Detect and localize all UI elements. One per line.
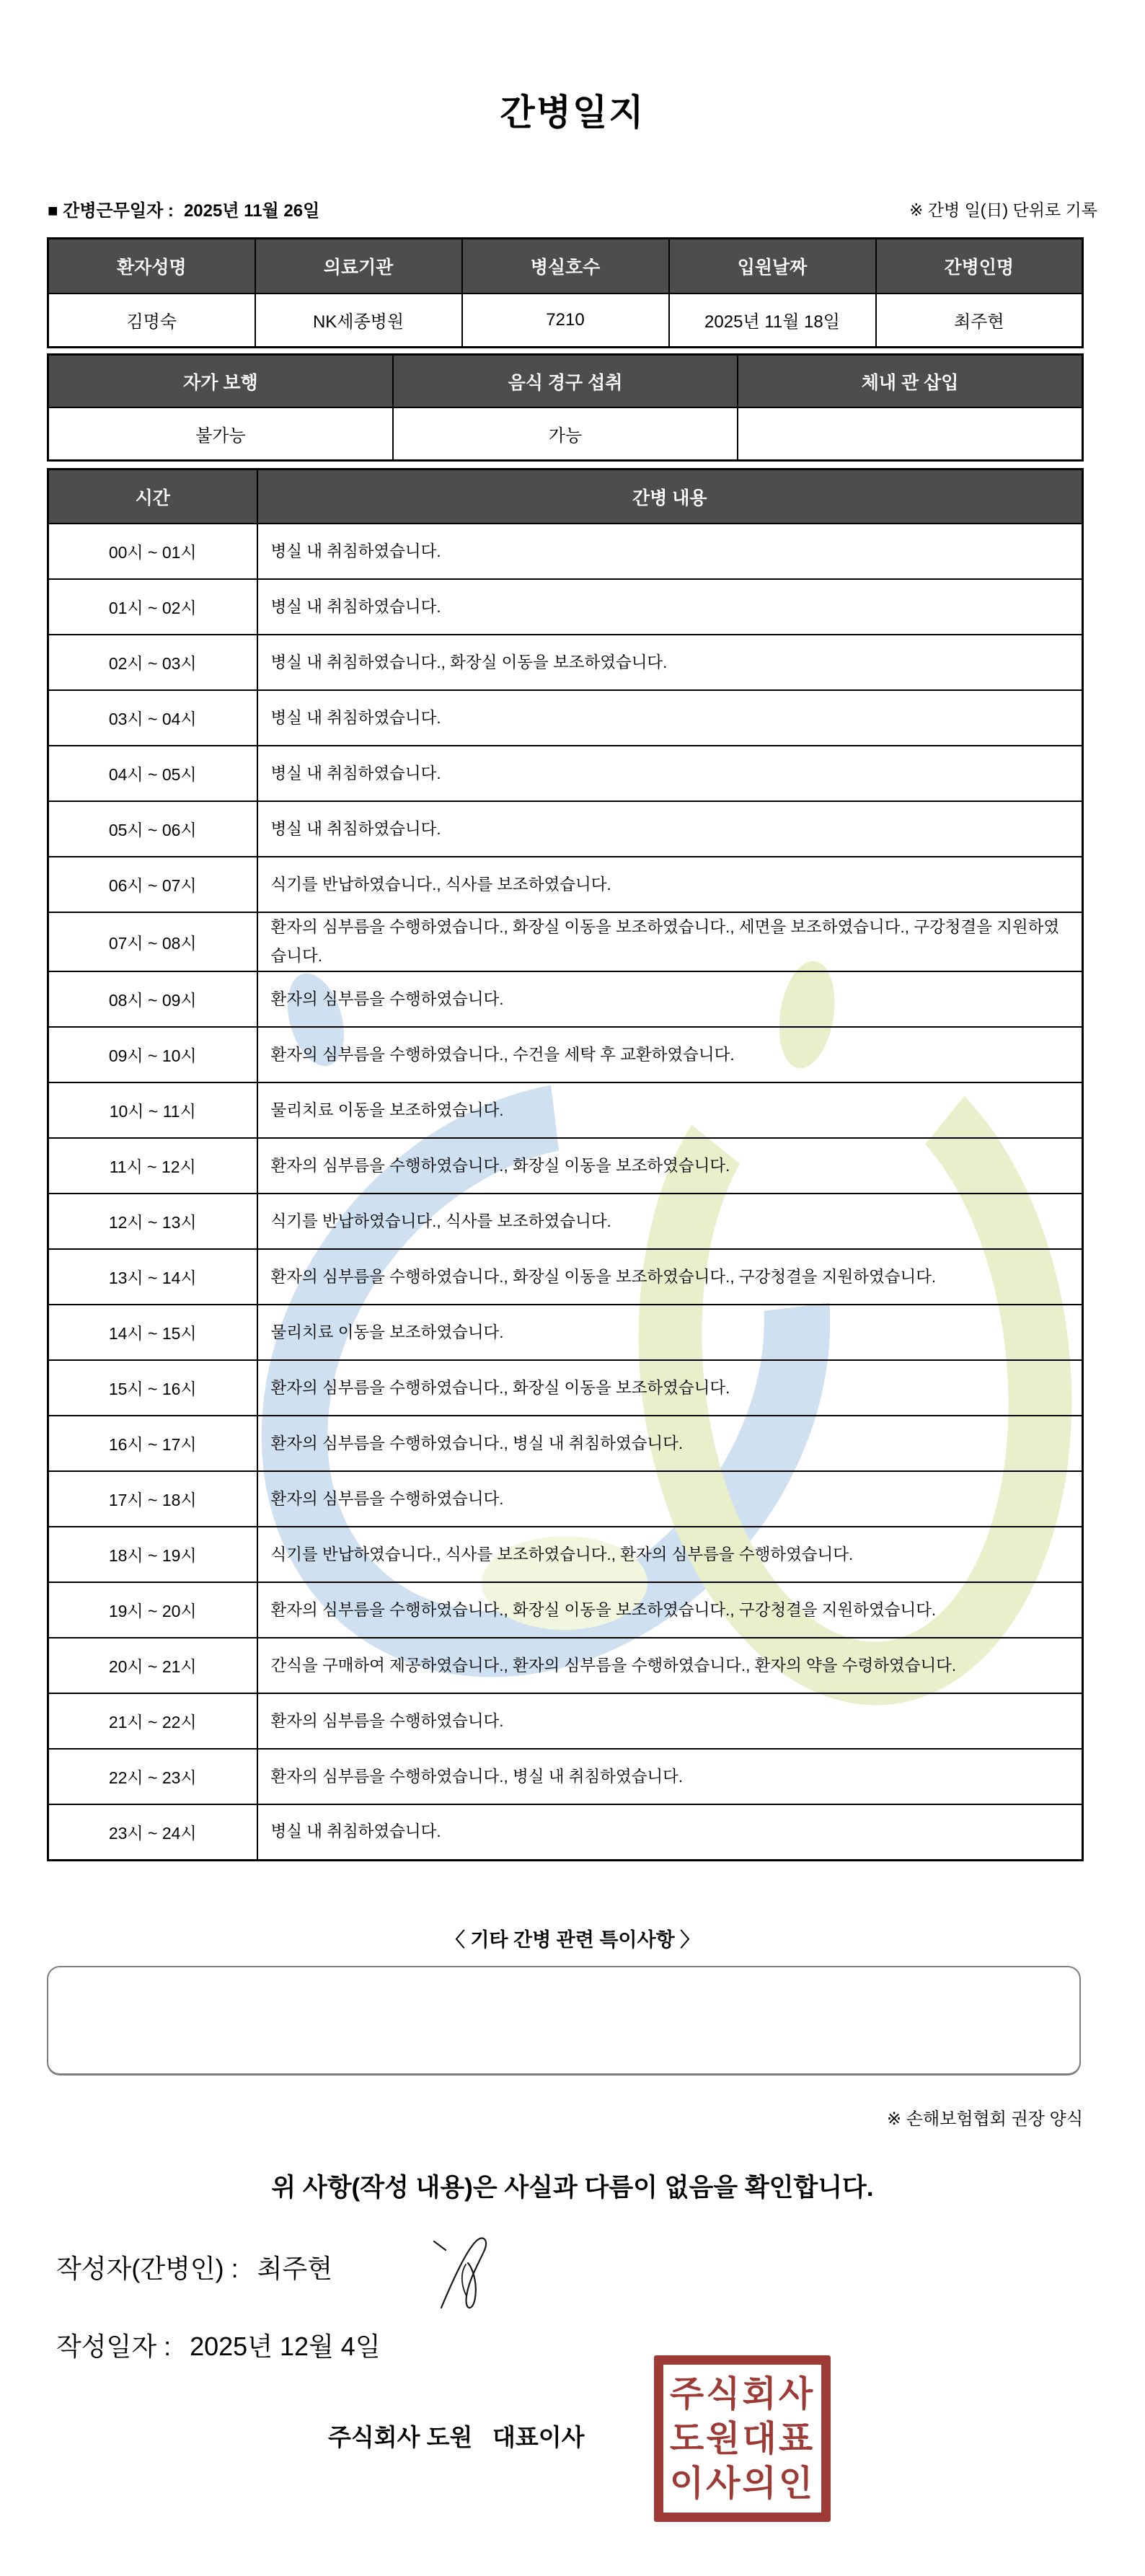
care-log-time: 00시 ~ 01시 — [48, 524, 257, 579]
patient-status-value: 가능 — [393, 407, 738, 460]
care-log-row — [48, 912, 1083, 971]
write-date-value: 2025년 12월 4일 — [190, 2332, 381, 2361]
patient-info-value-row — [48, 294, 1083, 347]
care-log-row — [48, 971, 1083, 1027]
writer-label: 작성자(간병인) : — [56, 2254, 239, 2283]
patient-info-value: 2025년 11월 18일 — [669, 294, 876, 347]
company-seal-stamp — [654, 2355, 831, 2522]
care-log-row — [48, 579, 1083, 635]
patient-info-value: 김명숙 — [48, 294, 255, 347]
care-log-time: 15시 ~ 16시 — [48, 1360, 257, 1416]
care-log-content: 병실 내 취침하였습니다., 화장실 이동을 보조하였습니다. — [257, 635, 1083, 690]
care-log-content: 환자의 심부름을 수행하였습니다., 병실 내 취침하였습니다. — [257, 1416, 1083, 1471]
care-log-row — [48, 1416, 1083, 1471]
care-log-content: 환자의 심부름을 수행하였습니다. — [257, 971, 1083, 1027]
care-log-content: 환자의 심부름을 수행하였습니다. — [257, 1471, 1083, 1527]
patient-status-value — [738, 407, 1082, 460]
care-log-row — [48, 1638, 1083, 1693]
care-log-row — [48, 524, 1083, 579]
care-log-row — [48, 857, 1083, 912]
patient-info-header: 의료기관 — [255, 239, 462, 294]
writer-line — [56, 2249, 332, 2285]
meta-row — [48, 196, 1097, 221]
care-log-time: 03시 ~ 04시 — [48, 690, 257, 746]
care-log-time: 20시 ~ 21시 — [48, 1638, 257, 1693]
care-log-time: 08시 ~ 09시 — [48, 971, 257, 1027]
content-column-header: 간병 내용 — [257, 469, 1083, 524]
care-log-content: 물리치료 이동을 보조하였습니다. — [257, 1305, 1083, 1360]
care-log-content: 병실 내 취침하였습니다. — [257, 801, 1083, 857]
care-log-row — [48, 1582, 1083, 1638]
care-log-row — [48, 1693, 1083, 1749]
care-log-row — [48, 1527, 1083, 1582]
care-log-content: 환자의 심부름을 수행하였습니다., 화장실 이동을 보조하였습니다., 구강청결을 지원하였습니다. — [257, 1249, 1083, 1305]
work-date-value: 2025년 11월 26일 — [183, 201, 320, 221]
care-log-row — [48, 801, 1083, 857]
care-log-row — [48, 1360, 1083, 1416]
care-log-content: 식기를 반납하였습니다., 식사를 보조하였습니다. — [257, 1194, 1083, 1249]
patient-info-value: 최주현 — [876, 294, 1083, 347]
patient-info-header: 입원날짜 — [669, 239, 876, 294]
care-log-time: 18시 ~ 19시 — [48, 1527, 257, 1582]
patient-info-value: 7210 — [462, 294, 669, 347]
care-log-time: 10시 ~ 11시 — [48, 1082, 257, 1138]
write-date-line — [56, 2326, 381, 2363]
care-log-row — [48, 1804, 1083, 1860]
care-log-content: 병실 내 취침하였습니다. — [257, 690, 1083, 746]
care-log-time: 04시 ~ 05시 — [48, 746, 257, 801]
care-log-table — [47, 468, 1084, 1861]
care-log-row — [48, 1027, 1083, 1082]
care-log-header-row — [48, 469, 1083, 524]
notes-heading: 〈 기타 간병 관련 특이사항 〉 — [445, 1929, 700, 1951]
care-log-row — [48, 1194, 1083, 1249]
care-log-content: 환자의 심부름을 수행하였습니다., 화장실 이동을 보조하였습니다., 구강청결을 지원하였습니다. — [257, 1582, 1083, 1638]
patient-status-table — [47, 353, 1084, 462]
care-log-content: 환자의 심부름을 수행하였습니다., 화장실 이동을 보조하였습니다., 세면을 보조하였습니다., 구강청결을 지원하였습니다. — [257, 912, 1083, 971]
care-log-content: 간식을 구매하여 제공하였습니다., 환자의 심부름을 수행하였습니다., 환자의 약을 수령하였습니다. — [257, 1638, 1083, 1693]
time-column-header: 시간 — [48, 469, 257, 524]
work-date-line — [48, 196, 319, 221]
patient-status-header: 체내 관 삽입 — [738, 355, 1082, 408]
patient-info-value: NK세종병원 — [255, 294, 462, 347]
care-log-row — [48, 1249, 1083, 1305]
stamp-line: 이사의인 — [669, 2463, 815, 2503]
care-log-time: 21시 ~ 22시 — [48, 1693, 257, 1749]
care-log-time: 11시 ~ 12시 — [48, 1138, 257, 1194]
care-log-time: 06시 ~ 07시 — [48, 857, 257, 912]
care-log-time: 12시 ~ 13시 — [48, 1194, 257, 1249]
care-log-content: 병실 내 취침하였습니다. — [257, 1804, 1083, 1860]
care-log-time: 02시 ~ 03시 — [48, 635, 257, 690]
care-log-content: 환자의 심부름을 수행하였습니다., 병실 내 취침하였습니다. — [257, 1749, 1083, 1804]
patient-info-header: 간병인명 — [876, 239, 1083, 294]
care-log-content: 환자의 심부름을 수행하였습니다. — [257, 1693, 1083, 1749]
care-log-row — [48, 1305, 1083, 1360]
stamp-line: 주식회사 — [669, 2374, 815, 2414]
signature-scribble — [431, 2236, 500, 2315]
care-log-row — [48, 1471, 1083, 1527]
write-date-label: 작성일자 : — [56, 2332, 172, 2361]
care-log-time: 09시 ~ 10시 — [48, 1027, 257, 1082]
care-log-time: 19시 ~ 20시 — [48, 1582, 257, 1638]
care-log-time: 13시 ~ 14시 — [48, 1249, 257, 1305]
care-log-time: 22시 ~ 23시 — [48, 1749, 257, 1804]
patient-status-header: 음식 경구 섭취 — [393, 355, 738, 408]
care-log-time: 05시 ~ 06시 — [48, 801, 257, 857]
care-log-content: 식기를 반납하였습니다., 식사를 보조하였습니다. — [257, 857, 1083, 912]
company-line: 주식회사 도원 대표이사 — [328, 2424, 585, 2451]
care-log-row — [48, 746, 1083, 801]
care-log-row — [48, 635, 1083, 690]
care-log-content: 식기를 반납하였습니다., 식사를 보조하였습니다., 환자의 심부름을 수행하였습니다. — [257, 1527, 1083, 1582]
care-log-time: 01시 ~ 02시 — [48, 579, 257, 635]
care-log-time: 07시 ~ 08시 — [48, 912, 257, 971]
care-log-content: 병실 내 취침하였습니다. — [257, 579, 1083, 635]
notes-box — [47, 1966, 1081, 2076]
patient-info-table — [47, 237, 1084, 348]
care-log-time: 16시 ~ 17시 — [48, 1416, 257, 1471]
patient-info-header-row — [48, 239, 1083, 294]
stamp-line: 도원대표 — [669, 2419, 815, 2458]
care-log-content: 물리치료 이동을 보조하였습니다. — [257, 1082, 1083, 1138]
care-log-row — [48, 1082, 1083, 1138]
care-log-row — [48, 1749, 1083, 1804]
patient-status-value: 불가능 — [48, 407, 393, 460]
care-log-content: 병실 내 취침하였습니다. — [257, 746, 1083, 801]
care-log-row — [48, 690, 1083, 746]
care-log-content: 환자의 심부름을 수행하였습니다., 화장실 이동을 보조하였습니다. — [257, 1138, 1083, 1194]
care-log-content: 환자의 심부름을 수행하였습니다., 화장실 이동을 보조하였습니다. — [257, 1360, 1083, 1416]
care-log-time: 17시 ~ 18시 — [48, 1471, 257, 1527]
work-date-label: ■ 간병근무일자 : — [48, 201, 174, 221]
page-title: 간병일지 — [500, 92, 645, 133]
patient-info-header: 병실호수 — [462, 239, 669, 294]
care-log-content: 환자의 심부름을 수행하였습니다., 수건을 세탁 후 교환하였습니다. — [257, 1027, 1083, 1082]
confirmation-statement: 위 사항(작성 내용)은 사실과 다름이 없음을 확인합니다. — [271, 2174, 874, 2202]
patient-status-value-row — [48, 407, 1083, 460]
patient-status-header-row — [48, 355, 1083, 408]
care-log-time: 23시 ~ 24시 — [48, 1804, 257, 1860]
care-log-content: 병실 내 취침하였습니다. — [257, 524, 1083, 579]
patient-info-header: 환자성명 — [48, 239, 255, 294]
patient-status-header: 자가 보행 — [48, 355, 393, 408]
care-log-row — [48, 1138, 1083, 1194]
form-note: ※ 손해보험협회 권장 양식 — [887, 2109, 1083, 2129]
writer-name: 최주현 — [257, 2254, 332, 2283]
care-log-time: 14시 ~ 15시 — [48, 1305, 257, 1360]
unit-note: ※ 간병 일(日) 단위로 기록 — [909, 200, 1097, 219]
